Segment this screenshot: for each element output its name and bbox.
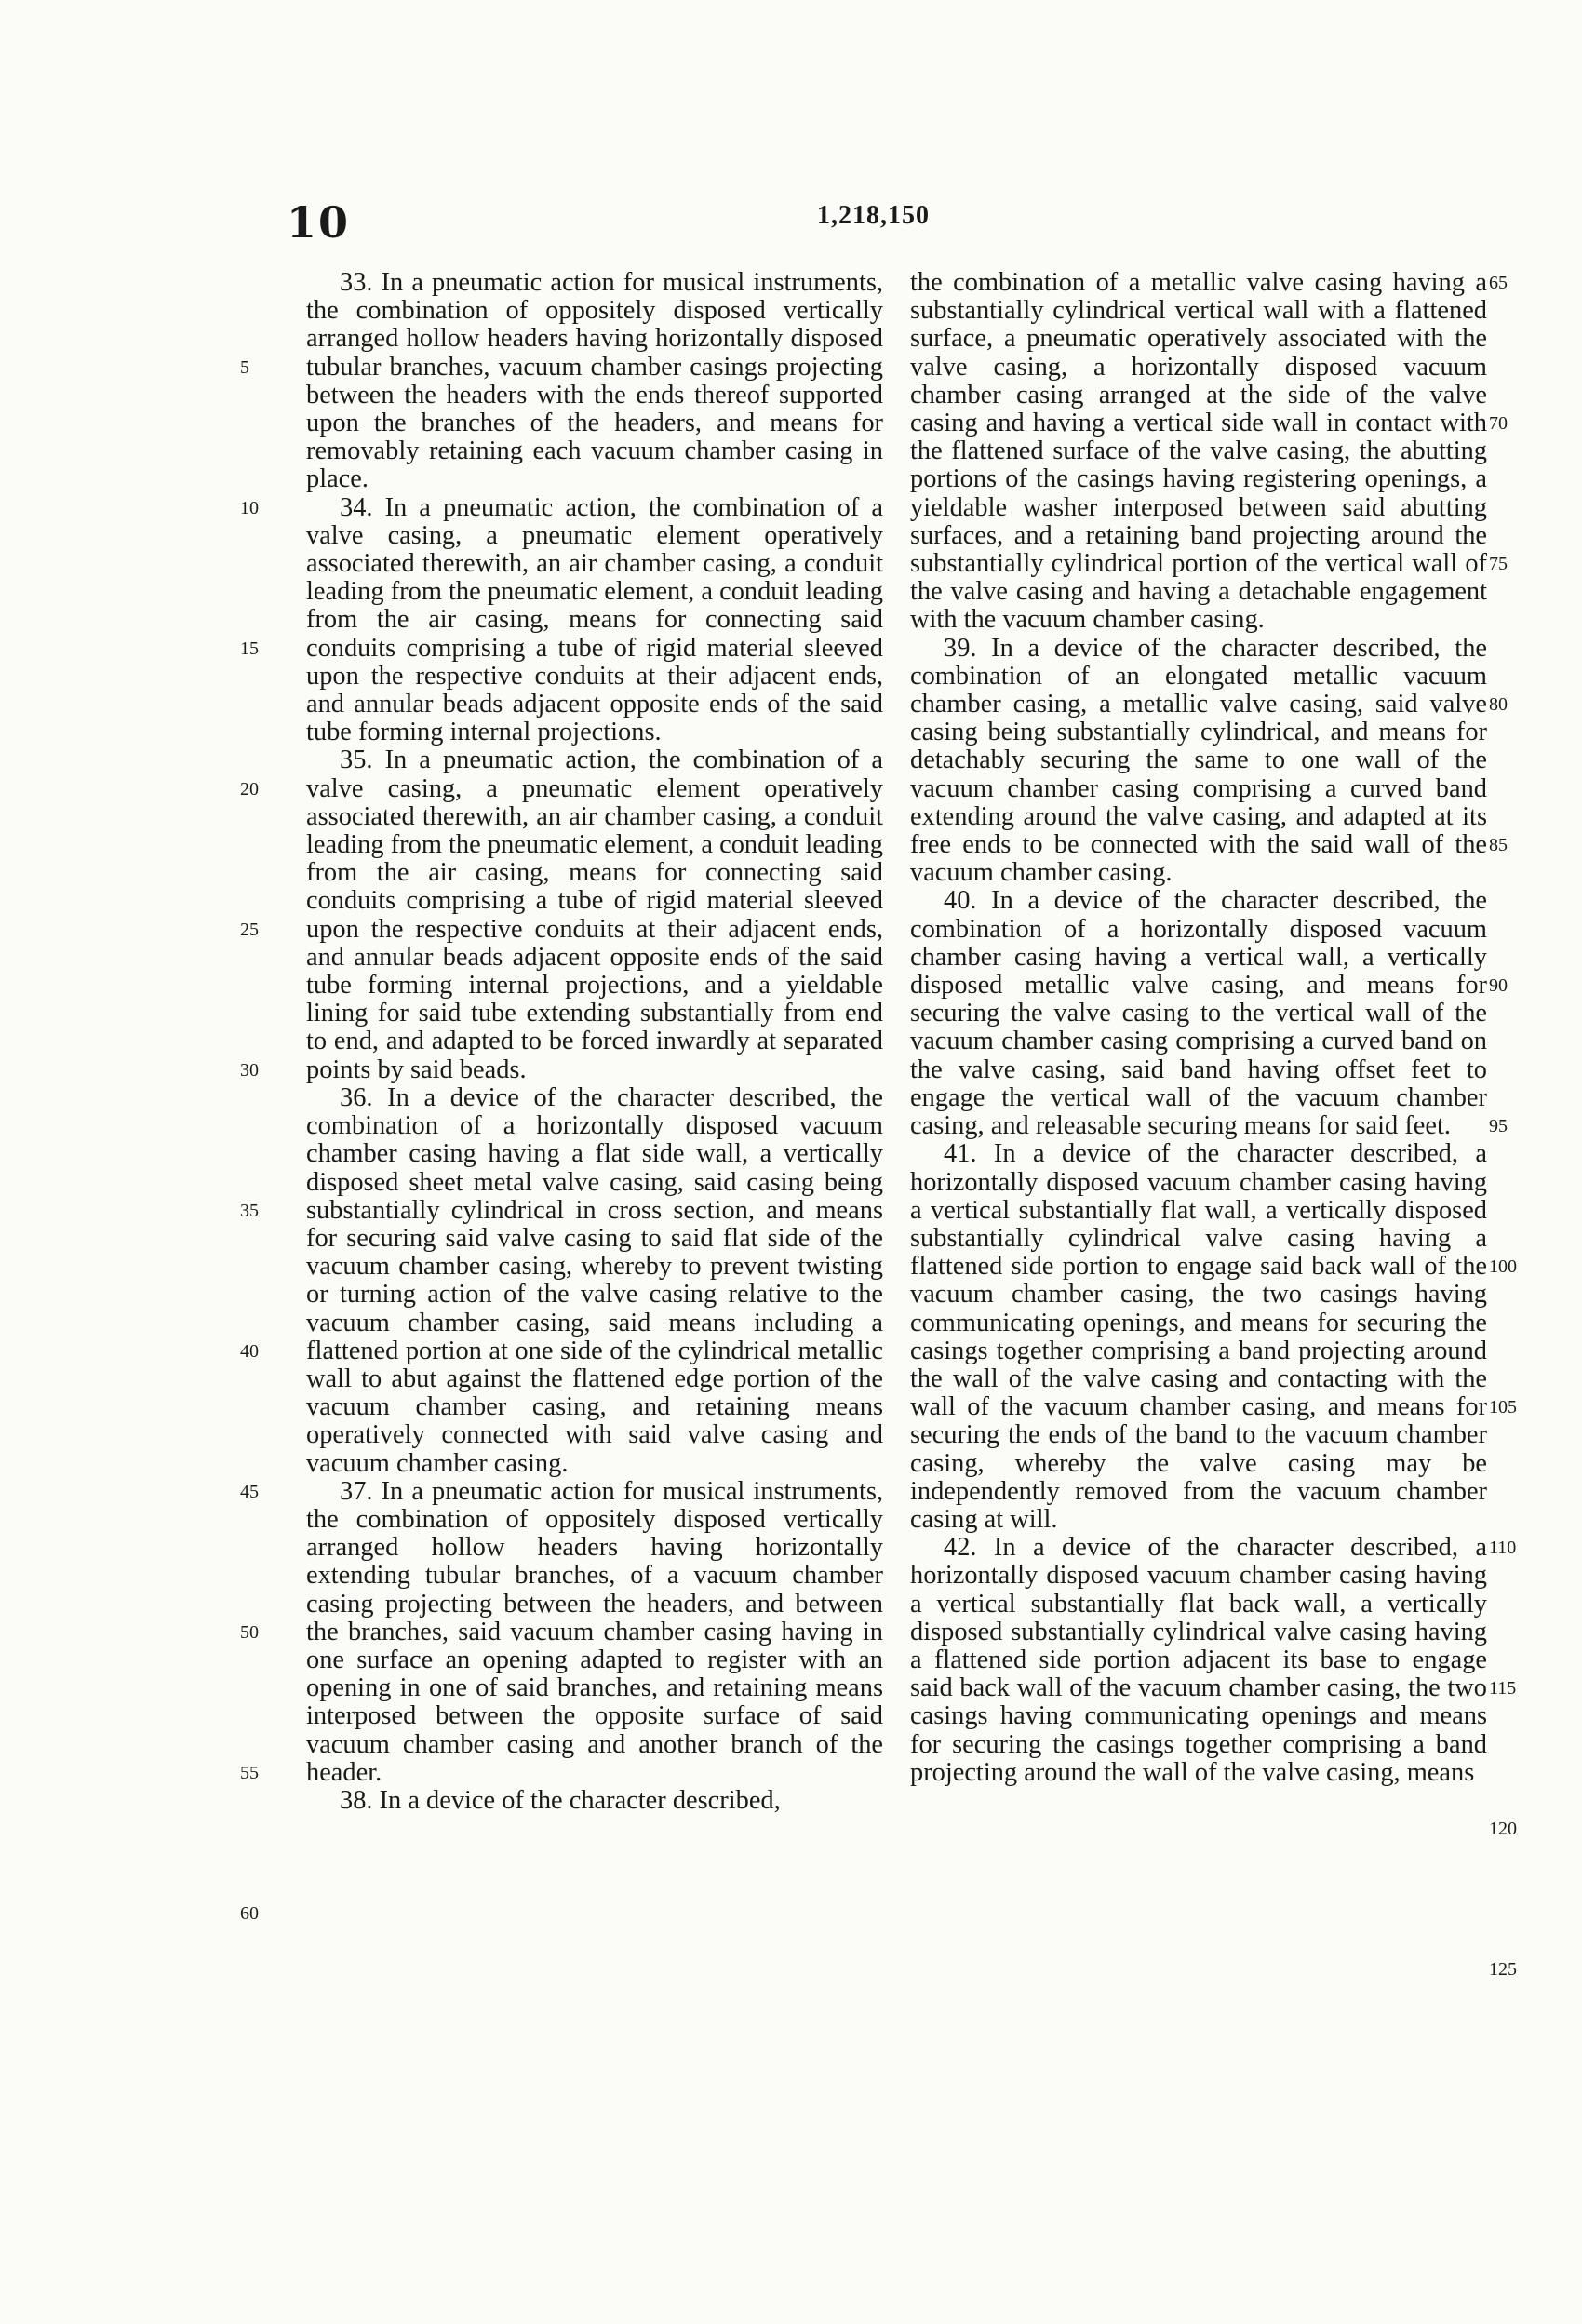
claim-paragraph: 40. In a device of the character described, the combination of a horizontally disposed vacuum chamber casing having a vertical wall, a vertically disposed metallic valve casing, and means for securing the valve casing to the vertical wall of the vacuum chamber casing comprising a curved band on the valve casing, said band having offset feet to engage the vertical wall of the vacuum chamber casing, and releasable securing means for said feet. — [910, 886, 1487, 1141]
line-number: 60 — [240, 1902, 259, 1924]
line-number: 55 — [240, 1762, 259, 1783]
patent-number: 1,218,150 — [817, 201, 930, 230]
line-number: 75 — [1489, 554, 1508, 574]
line-number: 70 — [1489, 413, 1508, 434]
line-number: 25 — [240, 919, 259, 940]
line-number: 95 — [1489, 1116, 1508, 1136]
line-number: 100 — [1489, 1256, 1517, 1277]
claim-paragraph: 33. In a pneumatic action for musical instruments, the combination of oppositely disposed vertically arranged hollow headers having horizontally disposed tubular branches, vacuum chamber casings projecting between the headers with the ends thereof supported upon the branches of the headers, and means for removably retaining each vacuum chamber casing in place. — [306, 268, 883, 494]
claim-paragraph: 42. In a device of the character described, a horizontally disposed vacuum chamber casing having a vertical substantially flat back wall, a vertically disposed substantially cylindrical valve casing having a flattened side portion adjacent its base to engage said back wall of the vacuum chamber casing, the two casings having communicating openings and means for securing the casings together comprising a band projecting around the wall of the valve casing, means — [910, 1533, 1487, 1787]
claim-paragraph: 38. In a device of the character described, — [340, 1785, 781, 1815]
line-number: 30 — [240, 1059, 259, 1081]
claim-paragraph: 36. In a device of the character described, the combination of a horizontally disposed vacuum chamber casing having a flat side wall, a vertically disposed sheet metal valve casing, said casing being substantially cylindrical in cross section, and means for securing said valve casing to said flat side of the vacuum chamber casing, whereby to prevent twisting or turning action of the valve casing relative to the vacuum chamber casing, said means including a flattened portion at one side of the cylindrical metallic wall to abut against the flattened edge portion of the vacuum chamber casing, and retaining means operatively connected with said valve casing and vacuum chamber casing. — [306, 1082, 883, 1478]
claim-paragraph: 41. In a device of the character described, a horizontally disposed vacuum chamber casing having a vertical substantially flat wall, a vertically disposed substantially cylindrical valve casing having a flattened side portion to engage said back wall of the vacuum chamber casing, the two casings having communicating openings, and means for securing the casings together comprising a band projecting around the wall of the valve casing and contacting with the wall of the vacuum chamber casing, and means for securing the ends of the band to the vacuum chamber casing, whereby the valve casing may be independently removed from the vacuum chamber casing at will. — [910, 1139, 1487, 1534]
line-number: 5 — [240, 356, 249, 378]
line-number: 105 — [1489, 1397, 1517, 1417]
claim-continuation: the combination of a metallic valve casing having a substantially cylindrical vertical wall with a flattened surface, a pneumatic operatively associated with the valve casing, a horizontally disposed vacuum chamber casing arranged at the side of the valve casing and having a vertical side wall in contact with the flattened surface of the valve casing, the abutting portions of the casings having registering openings, a yieldable washer interposed between said abutting surfaces, and a retaining band projecting around the substantially cylindrical portion of the vertical wall of the valve casing and having a detachable engagement with the vacuum chamber casing. — [910, 268, 1487, 635]
line-number: 110 — [1489, 1538, 1517, 1558]
line-number: 20 — [240, 778, 259, 799]
line-number: 120 — [1489, 1819, 1517, 1839]
claim-paragraph: 37. In a pneumatic action for musical instruments, the combination of oppositely disposed vertically arranged hollow headers having horizontally extending tubular branches, of a vacuum chamber casing projecting between the headers, and between the branches, said vacuum chamber casing having in one surface an opening adapted to register with an opening in one of said branches, and retaining means interposed between the opposite surface of said vacuum chamber casing and another branch of the header. — [306, 1476, 883, 1787]
line-number: 15 — [240, 638, 259, 659]
line-number: 40 — [240, 1340, 259, 1362]
line-number: 10 — [240, 497, 259, 518]
line-number: 85 — [1489, 835, 1508, 855]
right-text-column — [910, 269, 1487, 1787]
left-text-column — [306, 269, 883, 1815]
line-number: 80 — [1489, 694, 1508, 715]
line-number: 125 — [1489, 1959, 1517, 1980]
page-number: 10 — [287, 197, 351, 248]
line-number: 45 — [240, 1481, 259, 1502]
line-number: 35 — [240, 1200, 259, 1221]
line-number: 115 — [1489, 1678, 1517, 1699]
line-number: 65 — [1489, 273, 1508, 293]
claim-paragraph: 34. In a pneumatic action, the combination of a valve casing, a pneumatic element operatively associated therewith, an air chamber casing, a conduit leading from the pneumatic element, a conduit leading from the air casing, means for connecting said conduits comprising a tube of rigid material sleeved upon the respective conduits at their adjacent ends, and annular beads adjacent opposite ends of the said tube forming internal projections. — [306, 492, 883, 747]
line-number: 50 — [240, 1621, 259, 1643]
claim-paragraph: 35. In a pneumatic action, the combination of a valve casing, a pneumatic element operatively associated therewith, an air chamber casing, a conduit leading from the pneumatic element, a conduit leading from the air casing, means for connecting said conduits comprising a tube of rigid material sleeved upon the respective conduits at their adjacent ends, and annular beads adjacent opposite ends of the said tube forming internal projections, and a yieldable lining for said tube extending substantially from end to end, and adapted to be forced inwardly at separated points by said beads. — [306, 746, 883, 1084]
claim-paragraph: 39. In a device of the character described, the combination of an elongated metallic vacuum chamber casing, a metallic valve casing, said valve casing being substantially cylindrical, and means for detachably securing the same to one wall of the vacuum chamber casing comprising a curved band extending around the valve casing, and adapted at its free ends to be connected with the said wall of the vacuum chamber casing. — [910, 633, 1487, 888]
line-number: 90 — [1489, 975, 1508, 996]
